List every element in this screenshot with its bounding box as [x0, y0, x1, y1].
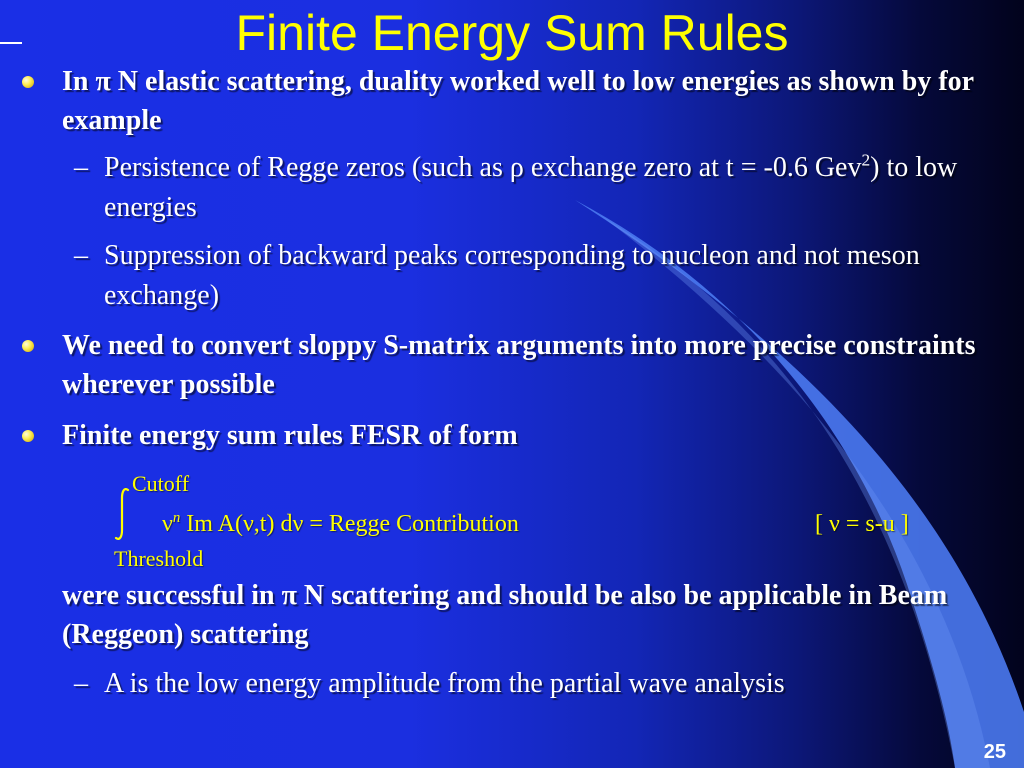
sub-point: – A is the low energy amplitude from the partial wave analysis	[104, 664, 1004, 704]
bullet-point: In π N elastic scattering, duality worked well to low energies as shown by for example	[62, 62, 982, 140]
integrand	[162, 510, 519, 538]
superscript: 2	[861, 150, 871, 170]
integral-lower-limit: Threshold	[114, 546, 204, 571]
integrand-exponent: n	[172, 510, 181, 526]
sub-point-text: Persistence of Regge zeros (such as ρ exchange zero at t = -0.6 Gev	[104, 152, 862, 183]
slide-title: Finite Energy Sum Rules	[235, 5, 789, 61]
integrand-expression: Im A(ν,t) dν = Regge Contribution	[180, 511, 519, 537]
bullet-point: We need to convert sloppy S-matrix arguments into more precise constraints wherever possible	[62, 326, 982, 404]
integrand-variable: ν	[162, 511, 173, 537]
sub-point-text-tail: ) to low energies	[104, 152, 958, 223]
continuation-text: were successful in π N scattering and should be also be applicable in Beam (Reggeon) scattering	[62, 580, 948, 650]
nu-definition: [ ν = s-u ]	[815, 511, 909, 537]
integral-upper-limit: Cutoff	[132, 471, 190, 496]
sub-point	[104, 148, 1004, 228]
bullet-point: Finite energy sum rules FESR of form	[62, 416, 982, 455]
integral-sign-icon	[112, 486, 132, 542]
page-number: 25	[983, 741, 1006, 763]
sub-point: – Suppression of backward peaks corresponding to nucleon and not meson exchange)	[104, 236, 1004, 316]
